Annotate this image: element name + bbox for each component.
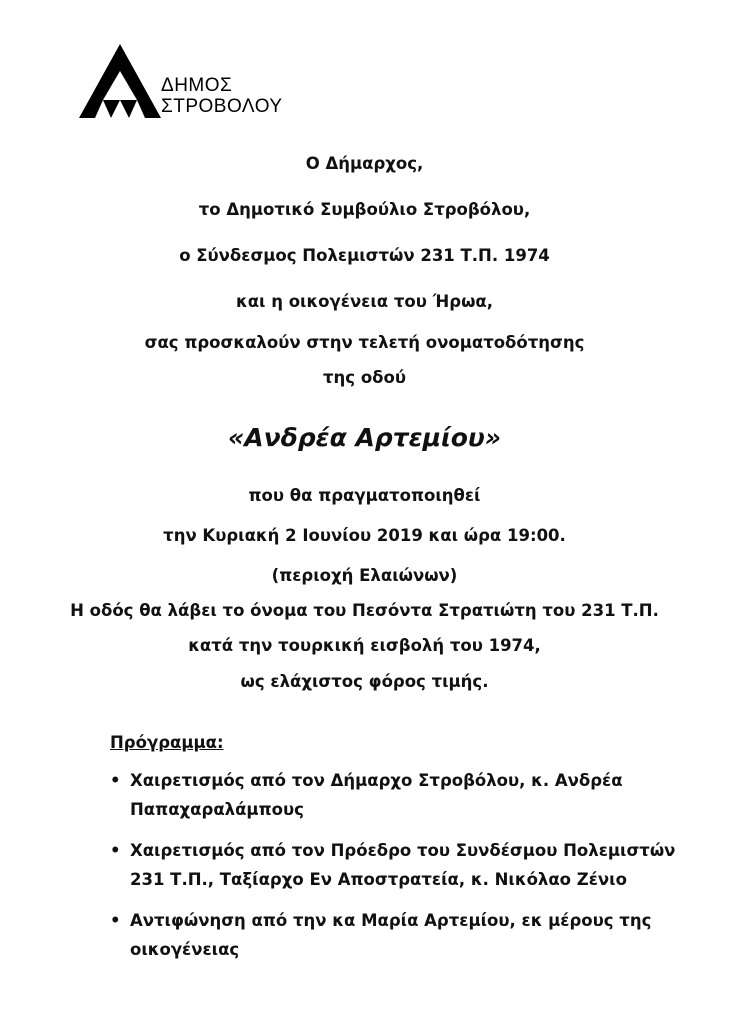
- invite-line-family: και η οικογένεια του Ήρωα,: [235, 292, 494, 311]
- program-item: [110, 906, 710, 964]
- invite-line-datetime: την Κυριακή 2 Ιουνίου 2019 και ώρα 19:00.: [163, 526, 566, 545]
- invite-line-council: το Δημοτικό Συμβούλιο Στροβόλου,: [198, 200, 531, 219]
- bullet-icon: •: [110, 911, 121, 930]
- invite-line-association: ο Σύνδεσμος Πολεμιστών 231 Τ.Π. 1974: [179, 246, 550, 265]
- program-item-line: οικογένειας: [130, 940, 240, 959]
- invite-line-mayor: Ο Δήμαρχος,: [305, 154, 424, 173]
- program-item-line: 231 Τ.Π., Ταξίαρχο Εν Αποστρατεία, κ. Νικόλαο Ζένιο: [130, 870, 627, 889]
- program-item: [110, 836, 710, 894]
- invite-line-street: της οδού: [323, 368, 406, 387]
- municipality-logo: [79, 44, 294, 124]
- street-name-title: «Ανδρέα Αρτεμίου»: [227, 423, 502, 452]
- invite-line-invite: σας προσκαλούν στην τελετή ονοματοδότησης: [144, 333, 585, 352]
- program-item: [110, 766, 710, 824]
- program-heading: Πρόγραμμα:: [110, 733, 224, 752]
- bullet-icon: •: [110, 841, 121, 860]
- logo-text: [161, 75, 283, 117]
- program-list: [110, 766, 710, 976]
- invite-line-soldier: Η οδός θα λάβει το όνομα του Πεσόντα Στρατιώτη του 231 Τ.Π.: [70, 601, 659, 620]
- logo-line-2: ΣΤΡΟΒΟΛΟΥ: [161, 96, 283, 117]
- program-item-line: Αντιφώνηση από την κα Μαρία Αρτεμίου, εκ μέρους της: [130, 911, 652, 930]
- program-item-line: Παπαχαραλάμπους: [130, 800, 304, 819]
- invite-line-area: (περιοχή Ελαιώνων): [271, 566, 458, 585]
- bullet-icon: •: [110, 771, 121, 790]
- invite-line-held: που θα πραγματοποιηθεί: [248, 486, 481, 505]
- invite-line-invasion: κατά την τουρκική εισβολή του 1974,: [188, 636, 541, 655]
- invite-line-tribute: ως ελάχιστος φόρος τιμής.: [240, 672, 489, 691]
- logo-line-1: ΔΗΜΟΣ: [161, 75, 233, 96]
- program-item-line: Χαιρετισμός από τον Πρόεδρο του Συνδέσμου Πολεμιστών: [130, 841, 676, 860]
- triangle-logo-icon: [79, 44, 161, 120]
- program-item-line: Χαιρετισμός από τον Δήμαρχο Στροβόλου, κ. Ανδρέα: [130, 771, 623, 790]
